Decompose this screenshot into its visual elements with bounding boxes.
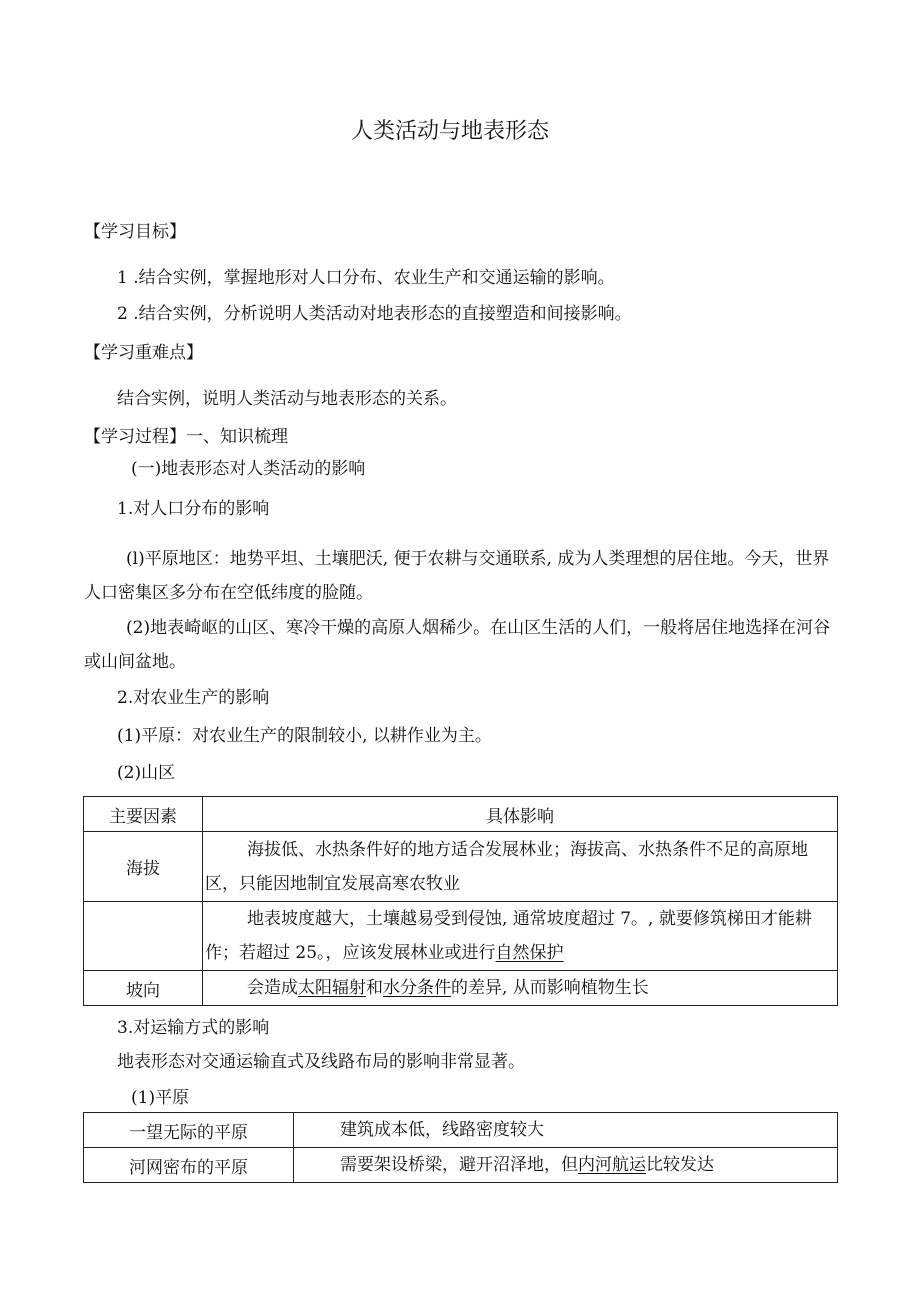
section-1-paragraph-2: (2)地表崎岖的山区、寒冷干燥的高原人烟稀少。在山区生活的人们，一般将居住地选择在河谷或山间盆地。	[84, 618, 831, 672]
table-cell-effect-text: 建筑成本低，线路密度较大	[340, 1120, 544, 1140]
table-row	[84, 971, 838, 1006]
underlined-term: 内河航运	[578, 1155, 646, 1175]
table-row	[84, 1148, 838, 1183]
table-cell-type: 河网密布的平原	[84, 1148, 294, 1183]
section-1-title: 1.对人口分布的影响	[117, 499, 270, 519]
table-cell-effect	[203, 971, 838, 1006]
table-cell-effect-text	[203, 971, 837, 1005]
table-cell-effect-text: 海拔低、水热条件好的地方适合发展林业；海拔高、水热条件不足的高原地区，只能因地制宜发展高寒农牧业	[205, 839, 808, 894]
section-2-paragraph-1: (1)平原：对农业生产的限制较小, 以耕作业为主。	[117, 726, 492, 746]
goals-heading: 【学习目标】	[84, 222, 186, 242]
process-heading: 【学习过程】一、知识梳理	[84, 427, 288, 447]
table-header-row	[84, 797, 838, 832]
table-row	[84, 1113, 838, 1148]
table-cell-effect	[294, 1148, 838, 1183]
table-cell-type: 一望无际的平原	[84, 1113, 294, 1148]
section-3-sub: (1)平原	[131, 1088, 190, 1108]
table-row	[84, 902, 838, 971]
underlined-term: 自然保护	[495, 943, 564, 963]
plain-transport-table	[83, 1112, 838, 1183]
table-header-factor: 主要因素	[84, 797, 203, 832]
mountain-factors-table	[83, 796, 838, 1006]
page-title: 人类活动与地表形态	[351, 119, 550, 144]
table-row	[84, 832, 838, 902]
effect-text: 会造成	[247, 978, 298, 998]
section-2-paragraph-2: (2)山区	[117, 763, 176, 783]
table-cell-factor	[84, 902, 203, 971]
table-cell-effect-text	[294, 1148, 837, 1182]
key-points-text: 结合实例，说明人类活动与地表形态的关系。	[117, 389, 457, 409]
section-3-title: 3.对运输方式的影响	[117, 1018, 270, 1038]
table-cell-factor: 坡向	[84, 971, 203, 1006]
key-points-heading: 【学习重难点】	[84, 343, 203, 363]
section-2-title: 2.对农业生产的影响	[117, 688, 270, 708]
table-cell-effect	[203, 902, 838, 971]
effect-text: 比较发达	[646, 1155, 714, 1175]
effect-text: 和	[366, 978, 383, 998]
table-cell-effect-text	[203, 902, 837, 970]
underlined-term: 太阳辐射	[298, 978, 366, 998]
effect-text: 地表坡度越大，土壤越易受到侵蚀, 通常坡度超过 7。, 就要修筑梯田才能耕作；若超过 25。，应该发展林业或进行	[205, 909, 812, 963]
goal-item-2: 2 .结合实例，分析说明人类活动对地表形态的直接塑造和间接影响。	[117, 304, 632, 324]
table-header-effect: 具体影响	[203, 797, 838, 832]
effect-text: 的差异, 从而影响植物生长	[451, 978, 649, 998]
underlined-term: 水分条件	[383, 978, 451, 998]
section-3-text: 地表形态对交通运输直式及线路布局的影响非常显著。	[117, 1052, 525, 1072]
table-cell-effect	[203, 832, 838, 902]
subsection-heading: (一)地表形态对人类活动的影响	[131, 459, 366, 479]
table-cell-factor: 海拔	[84, 832, 203, 902]
section-1-paragraph-1: (l)平原地区：地势平坦、土壤肥沃, 便于农耕与交通联系, 成为人类理想的居住地。今天，世界人口密集区多分布在空低纬度的脸随。	[84, 549, 830, 603]
effect-text: 需要架设桥梁，避开沼泽地，但	[340, 1155, 578, 1175]
goal-item-1: 1 .结合实例，掌握地形对人口分布、农业生产和交通运输的影响。	[117, 268, 615, 288]
table-cell-effect	[294, 1113, 838, 1148]
